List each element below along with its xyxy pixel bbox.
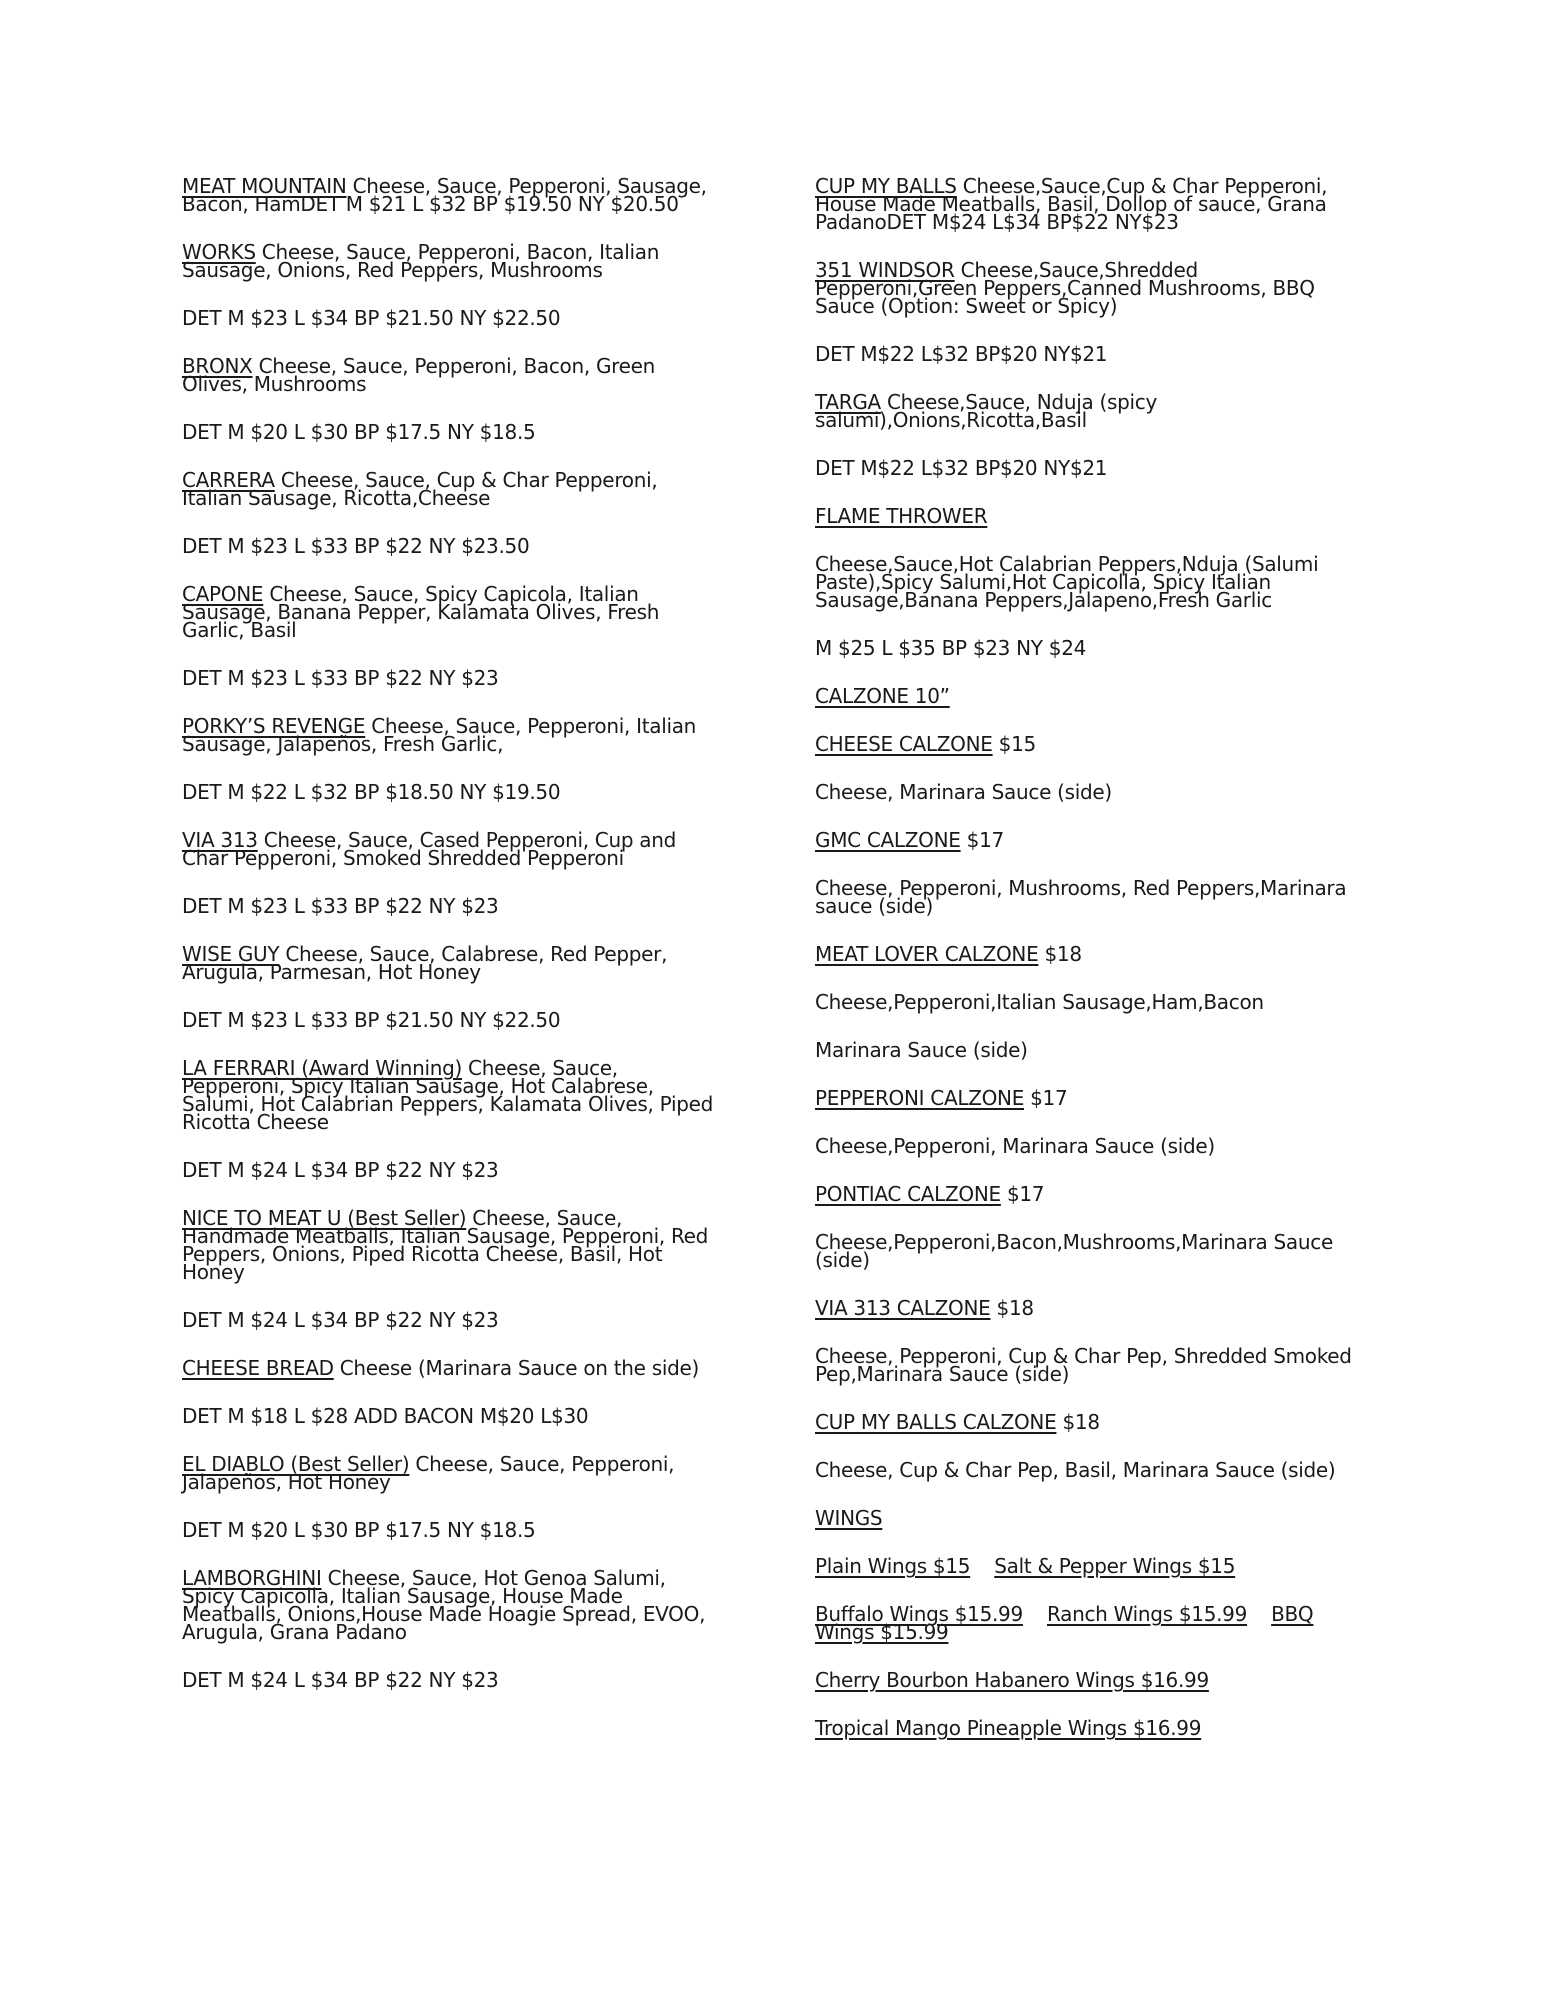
menu-item [815, 1182, 1365, 1206]
item-name: PEPPERONI CALZONE [815, 1086, 1025, 1110]
item-detail: DET M$22 L$32 BP$20 NY$21 [815, 456, 1108, 480]
item-detail: DET M $23 L $33 BP $22 NY $23.50 [182, 534, 530, 558]
wing-option: Tropical Mango Pineapple Wings $16.99 [815, 1716, 1202, 1740]
item-detail-line [815, 876, 1365, 918]
item-description: $15 [998, 732, 1036, 756]
wing-option: Plain Wings $15 [815, 1554, 971, 1578]
menu-item [182, 240, 722, 282]
item-description: $17 [966, 828, 1004, 852]
item-name: WINGS [815, 1506, 883, 1530]
item-description: Cheese,Sauce, Nduja (spicy salumi),Onions,Ricotta,Basil [815, 390, 1157, 432]
menu-item [182, 1056, 722, 1134]
item-detail: DET M $23 L $33 BP $22 NY $23 [182, 666, 499, 690]
item-name: VIA 313 [182, 828, 258, 852]
item-name: PORKY’S REVENGE [182, 714, 366, 738]
item-detail-line [815, 1344, 1365, 1386]
wing-option: Salt & Pepper Wings $15 [994, 1554, 1236, 1578]
wing-option: BBQ Wings $15.99 [815, 1602, 1314, 1644]
item-name: WISE GUY [182, 942, 280, 966]
menu-item [182, 582, 722, 642]
item-detail-line [815, 456, 1365, 480]
item-detail: DET M $24 L $34 BP $22 NY $23 [182, 1158, 499, 1182]
menu-item [815, 1086, 1365, 1110]
menu-item [815, 828, 1365, 852]
item-detail-line [815, 1458, 1365, 1482]
menu-item [182, 1356, 722, 1380]
item-detail-line [182, 894, 722, 918]
item-detail: DET M $24 L $34 BP $22 NY $23 [182, 1668, 499, 1692]
item-detail-line [815, 1038, 1365, 1062]
item-detail: DET M $22 L $32 BP $18.50 NY $19.50 [182, 780, 561, 804]
item-name: VIA 313 CALZONE [815, 1296, 991, 1320]
item-description: $18 [996, 1296, 1034, 1320]
wings-row [815, 1668, 1365, 1692]
item-name: EL DIABLO (Best Seller) [182, 1452, 410, 1476]
menu-item [815, 1410, 1365, 1434]
menu-item [815, 258, 1365, 318]
item-detail-line [815, 1230, 1365, 1272]
item-detail: Cheese, Marinara Sauce (side) [815, 780, 1112, 804]
menu-item [182, 1206, 722, 1284]
item-detail-line [182, 1008, 722, 1032]
item-name: LA FERRARI (Award Winning) [182, 1056, 462, 1080]
item-name: CARRERA [182, 468, 275, 492]
menu-item [182, 828, 722, 870]
item-detail: Marinara Sauce (side) [815, 1038, 1028, 1062]
item-detail-line [815, 636, 1365, 660]
menu-item [182, 174, 722, 216]
menu-item [815, 504, 1365, 528]
item-detail-line [182, 780, 722, 804]
menu-item [815, 732, 1365, 756]
item-name: CALZONE 10” [815, 684, 950, 708]
menu-item [815, 174, 1365, 234]
item-detail-line [815, 990, 1365, 1014]
item-name: MEAT LOVER CALZONE [815, 942, 1039, 966]
menu-item [182, 714, 722, 756]
item-description: $17 [1006, 1182, 1045, 1206]
item-description: $18 [1062, 1410, 1100, 1434]
menu-item [815, 390, 1365, 432]
wing-option: Cherry Bourbon Habanero Wings $16.99 [815, 1668, 1209, 1692]
menu-item [815, 684, 1365, 708]
item-description: Cheese, Sauce, Cased Pepperoni, Cup and Char Pepperoni, Smoked Shredded Pepperoni [182, 828, 677, 870]
item-detail-line [182, 534, 722, 558]
item-detail-line [182, 1158, 722, 1182]
item-name: WORKS [182, 240, 256, 264]
item-description: Cheese, Sauce, Handmade Meatballs, Italian Sausage, Pepperoni, Red Peppers, Onions, Piped Ricotta Cheese, Basil, Hot Honey [182, 1206, 709, 1284]
menu-item [182, 942, 722, 984]
item-detail-line [182, 666, 722, 690]
menu-item [815, 1506, 1365, 1530]
menu-item [815, 942, 1365, 966]
item-detail: DET M$22 L$32 BP$20 NY$21 [815, 342, 1108, 366]
item-description: $18 [1044, 942, 1082, 966]
item-name: CAPONE [182, 582, 264, 606]
item-detail-line [182, 1404, 722, 1428]
item-name: CUP MY BALLS [815, 174, 957, 198]
item-detail: Cheese,Sauce,Hot Calabrian Peppers,Nduja (Salumi Paste),Spicy Salumi,Hot Capicolla, Spicy Italian Sausage,Banana Peppers,Jalapeno,Fresh Garlic [815, 552, 1319, 612]
wing-option: Ranch Wings $15.99 [1046, 1602, 1248, 1626]
item-detail: DET M $23 L $33 BP $22 NY $23 [182, 894, 499, 918]
item-description: Cheese,Sauce,Shredded Pepperoni,Green Peppers,Canned Mushrooms, BBQ Sauce (Option: Sweet or Spicy) [815, 258, 1315, 318]
item-detail: Cheese, Cup & Char Pep, Basil, Marinara Sauce (side) [815, 1458, 1336, 1482]
item-detail: M $25 L $35 BP $23 NY $24 [815, 636, 1087, 660]
item-description: Cheese, Sauce, Calabrese, Red Pepper, Arugula, Parmesan, Hot Honey [182, 942, 668, 984]
item-detail: DET M $20 L $30 BP $17.5 NY $18.5 [182, 420, 536, 444]
wings-row [815, 1554, 1365, 1578]
item-detail: DET M $24 L $34 BP $22 NY $23 [182, 1308, 499, 1332]
item-detail: Cheese,Pepperoni,Italian Sausage,Ham,Bacon [815, 990, 1264, 1014]
item-name: CHEESE CALZONE [815, 732, 993, 756]
menu-item [182, 354, 722, 396]
item-detail-line [182, 1518, 722, 1542]
item-description: Cheese, Sauce, Spicy Capicola, Italian Sausage, Banana Pepper, Kalamata Olives, Fresh Garlic, Basil [182, 582, 660, 642]
menu-item [182, 1566, 722, 1644]
item-description: Cheese, Sauce, Pepperoni, Spicy Italian Sausage, Hot Calabrese, Salumi, Hot Calabrian Peppers, Kalamata Olives, Piped Ricotta Cheese [182, 1056, 714, 1134]
item-description: $17 [1030, 1086, 1068, 1110]
menu-item [182, 1452, 722, 1494]
item-detail: Cheese,Pepperoni,Bacon,Mushrooms,Marinara Sauce (side) [815, 1230, 1333, 1272]
wings-row [815, 1716, 1365, 1740]
item-detail: Cheese, Pepperoni, Mushrooms, Red Peppers,Marinara sauce (side) [815, 876, 1347, 918]
item-description: Cheese, Sauce, Cup & Char Pepperoni, Italian Sausage, Ricotta,Cheese [182, 468, 658, 510]
menu-left-column [182, 174, 722, 1719]
item-name: TARGA [815, 390, 881, 414]
item-name: 351 WINDSOR [815, 258, 955, 282]
item-detail-line [182, 420, 722, 444]
item-name: LAMBORGHINI [182, 1566, 322, 1590]
item-detail-line [815, 552, 1365, 612]
item-description: Cheese, Sauce, Pepperoni, Italian Sausage, Jalapeños, Fresh Garlic, [182, 714, 697, 756]
item-description: Cheese (Marinara Sauce on the side) [339, 1356, 699, 1380]
item-detail: DET M $20 L $30 BP $17.5 NY $18.5 [182, 1518, 536, 1542]
item-detail-line [815, 780, 1365, 804]
item-detail: DET M $23 L $33 BP $21.50 NY $22.50 [182, 1008, 561, 1032]
item-name: CHEESE BREAD [182, 1356, 334, 1380]
item-description: Cheese, Sauce, Pepperoni, Sausage, Bacon, HamDET M $21 L $32 BP $19.50 NY $20.50 [182, 174, 707, 216]
item-name: BRONX [182, 354, 253, 378]
item-name: MEAT MOUNTAIN [182, 174, 347, 198]
wing-option: Buffalo Wings $15.99 [815, 1602, 1023, 1626]
menu-item [815, 1296, 1365, 1320]
item-detail-line [182, 306, 722, 330]
menu-right-column [815, 174, 1365, 1767]
item-detail-line [815, 342, 1365, 366]
item-name: FLAME THROWER [815, 504, 988, 528]
item-name: NICE TO MEAT U (Best Seller) [182, 1206, 467, 1230]
item-name: PONTIAC CALZONE [815, 1182, 1001, 1206]
item-description: Cheese, Sauce, Pepperoni, Bacon, Green Olives, Mushrooms [182, 354, 656, 396]
item-detail-line [182, 1668, 722, 1692]
item-name: CUP MY BALLS CALZONE [815, 1410, 1057, 1434]
item-detail-line [182, 1308, 722, 1332]
item-description: Cheese,Sauce,Cup & Char Pepperoni, House Made Meatballs, Basil, Dollop of sauce, Grana PadanoDET M$24 L$34 BP$22 NY$23 [815, 174, 1328, 234]
item-description: Cheese, Sauce, Hot Genoa Salumi, Spicy Capicolla, Italian Sausage, House Made Meatballs, Onions,House Made Hoagie Spread, EVOO, Arugula, Grana Padano [182, 1566, 706, 1644]
item-detail-line [815, 1134, 1365, 1158]
item-description: Cheese, Sauce, Pepperoni, Bacon, Italian Sausage, Onions, Red Peppers, Mushrooms [182, 240, 660, 282]
menu-item [182, 468, 722, 510]
item-name: GMC CALZONE [815, 828, 961, 852]
item-description: Cheese, Sauce, Pepperoni, Jalapeños, Hot Honey [182, 1452, 675, 1494]
item-detail: DET M $23 L $34 BP $21.50 NY $22.50 [182, 306, 561, 330]
item-detail: Cheese,Pepperoni, Marinara Sauce (side) [815, 1134, 1215, 1158]
item-detail: Cheese, Pepperoni, Cup & Char Pep, Shredded Smoked Pep,Marinara Sauce (side) [815, 1344, 1352, 1386]
item-detail: DET M $18 L $28 ADD BACON M$20 L$30 [182, 1404, 589, 1428]
wings-row [815, 1602, 1365, 1644]
